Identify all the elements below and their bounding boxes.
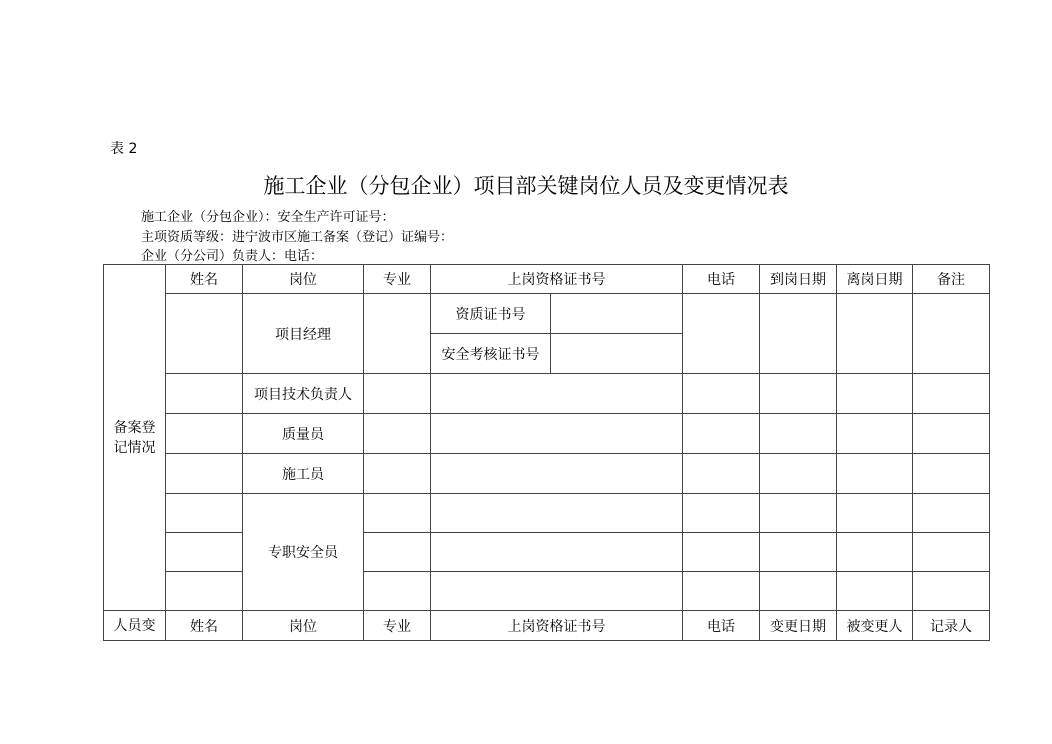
table-label: 表 2 — [110, 141, 138, 157]
cell-phone[interactable] — [683, 533, 760, 572]
header-certificate: 上岗资格证书号 — [431, 265, 683, 294]
change-header-row — [104, 611, 990, 641]
cell-specialty[interactable] — [364, 454, 431, 494]
cell-departure-date[interactable] — [837, 294, 913, 374]
change-side-label: 人员变 — [104, 611, 166, 641]
safety-cert-label: 安全考核证书号 — [431, 334, 551, 374]
cell-phone[interactable] — [683, 454, 760, 494]
qualification-cert-label: 资质证书号 — [431, 294, 551, 334]
cell-departure-date[interactable] — [837, 374, 913, 414]
header-position: 岗位 — [243, 265, 364, 294]
registration-side-label — [104, 265, 166, 611]
cell-name[interactable] — [166, 374, 243, 414]
document-title: 施工企业（分包企业）项目部关键岗位人员及变更情况表 — [263, 174, 789, 198]
cell-specialty[interactable] — [364, 414, 431, 454]
cell-certificate[interactable] — [431, 454, 683, 494]
header-row — [104, 265, 990, 294]
cell-specialty[interactable] — [364, 294, 431, 374]
cell-certificate[interactable] — [431, 494, 683, 533]
cell-safety-cert[interactable] — [551, 334, 683, 374]
header-arrival-date: 到岗日期 — [760, 265, 837, 294]
table-row — [104, 454, 990, 494]
personnel-table — [103, 264, 990, 641]
cell-specialty[interactable] — [364, 374, 431, 414]
table-row — [104, 294, 990, 334]
cell-remarks[interactable] — [913, 294, 990, 374]
table-row — [104, 374, 990, 414]
cell-specialty[interactable] — [364, 533, 431, 572]
cell-arrival-date[interactable] — [760, 494, 837, 533]
registration-label-line1: 备案登 — [113, 419, 156, 436]
cell-name[interactable] — [166, 414, 243, 454]
cell-name[interactable] — [166, 572, 243, 611]
change-header-position: 岗位 — [243, 611, 364, 641]
header-name: 姓名 — [166, 265, 243, 294]
cell-phone[interactable] — [683, 494, 760, 533]
cell-remarks[interactable] — [913, 414, 990, 454]
cell-arrival-date[interactable] — [760, 533, 837, 572]
info-line-license: 施工企业（分包企业）：安全生产许可证号： — [141, 210, 395, 225]
header-remarks: 备注 — [913, 265, 990, 294]
cell-arrival-date[interactable] — [760, 414, 837, 454]
cell-name[interactable] — [166, 533, 243, 572]
cell-name[interactable] — [166, 494, 243, 533]
cell-name[interactable] — [166, 454, 243, 494]
cell-qualification-cert[interactable] — [551, 294, 683, 334]
cell-certificate[interactable] — [431, 572, 683, 611]
cell-remarks[interactable] — [913, 454, 990, 494]
cell-specialty[interactable] — [364, 494, 431, 533]
cell-departure-date[interactable] — [837, 494, 913, 533]
position-safety: 专职安全员 — [243, 494, 364, 611]
cell-name[interactable] — [166, 294, 243, 374]
change-header-name: 姓名 — [166, 611, 243, 641]
cell-departure-date[interactable] — [837, 454, 913, 494]
cell-remarks[interactable] — [913, 494, 990, 533]
cell-departure-date[interactable] — [837, 533, 913, 572]
info-line-qualification: 主项资质等级：进宁波市区施工备案（登记）证编号： — [141, 230, 454, 245]
cell-certificate[interactable] — [431, 374, 683, 414]
registration-label-line2: 记情况 — [113, 439, 156, 456]
position-project-manager: 项目经理 — [243, 294, 364, 374]
cell-certificate[interactable] — [431, 414, 683, 454]
cell-arrival-date[interactable] — [760, 572, 837, 611]
cell-specialty[interactable] — [364, 572, 431, 611]
table-row — [104, 414, 990, 454]
header-departure-date: 离岗日期 — [837, 265, 913, 294]
cell-remarks[interactable] — [913, 572, 990, 611]
cell-departure-date[interactable] — [837, 572, 913, 611]
change-header-phone: 电话 — [683, 611, 760, 641]
position-tech-lead: 项目技术负责人 — [243, 374, 364, 414]
cell-phone[interactable] — [683, 294, 760, 374]
header-phone: 电话 — [683, 265, 760, 294]
change-header-certificate: 上岗资格证书号 — [431, 611, 683, 641]
info-line-principal: 企业（分公司）负责人：电话： — [141, 249, 324, 264]
change-header-change-date: 变更日期 — [760, 611, 837, 641]
cell-arrival-date[interactable] — [760, 294, 837, 374]
cell-departure-date[interactable] — [837, 414, 913, 454]
cell-certificate[interactable] — [431, 533, 683, 572]
position-construction: 施工员 — [243, 454, 364, 494]
change-header-recorder: 记录人 — [913, 611, 990, 641]
cell-phone[interactable] — [683, 374, 760, 414]
cell-phone[interactable] — [683, 414, 760, 454]
change-header-specialty: 专业 — [364, 611, 431, 641]
change-header-changed-person: 被变更人 — [837, 611, 913, 641]
cell-phone[interactable] — [683, 572, 760, 611]
table-row — [104, 494, 990, 533]
cell-arrival-date[interactable] — [760, 454, 837, 494]
cell-remarks[interactable] — [913, 374, 990, 414]
cell-arrival-date[interactable] — [760, 374, 837, 414]
table-row — [104, 533, 990, 572]
table-row — [104, 572, 990, 611]
header-specialty: 专业 — [364, 265, 431, 294]
position-quality: 质量员 — [243, 414, 364, 454]
cell-remarks[interactable] — [913, 533, 990, 572]
